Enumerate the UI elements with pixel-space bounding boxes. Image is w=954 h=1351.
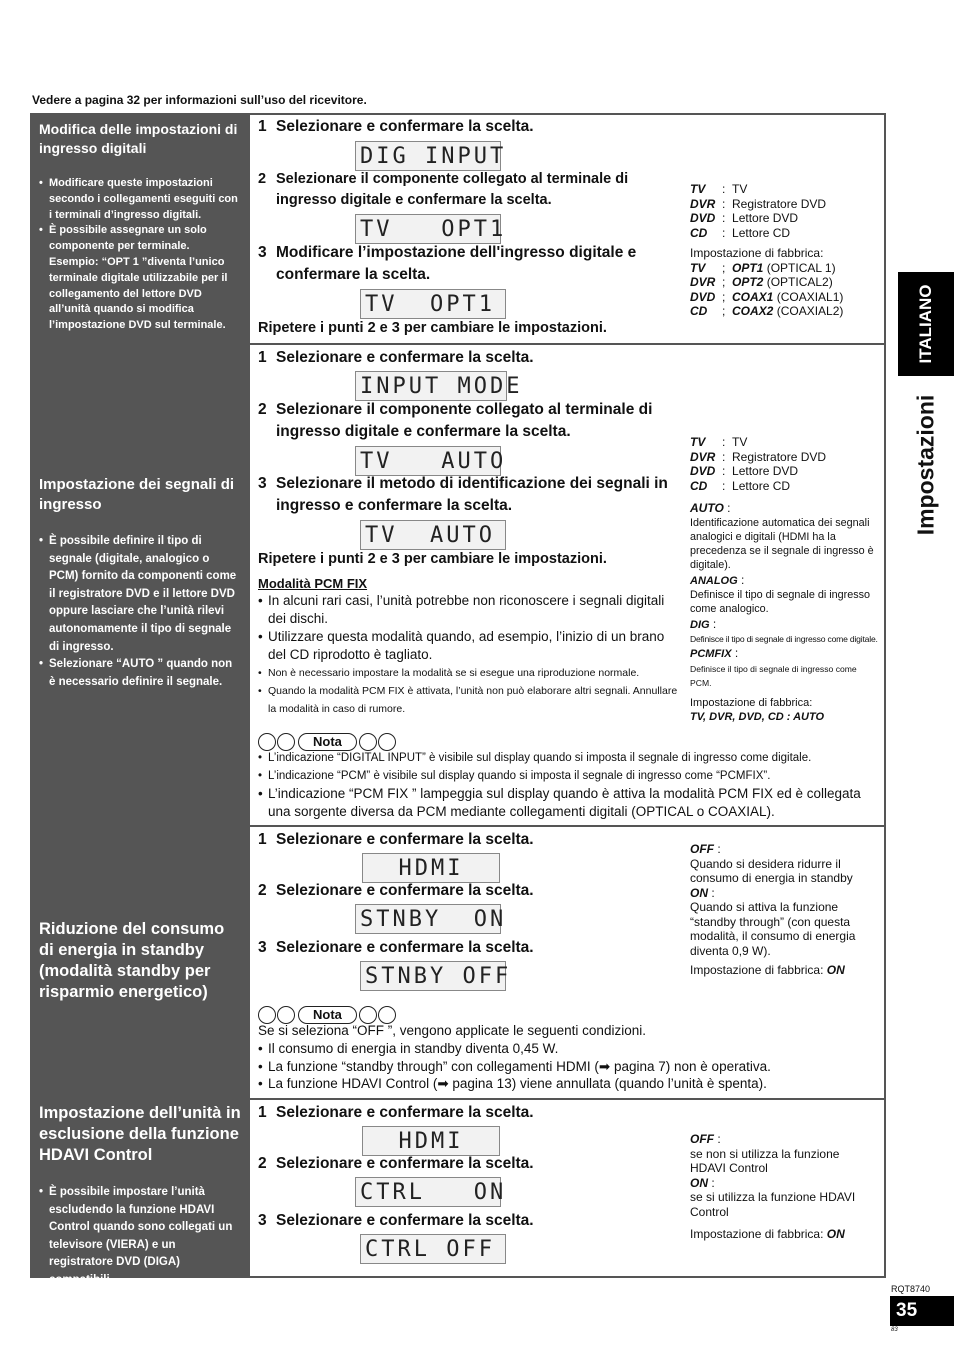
step-3: 3 Modificare l’impostazione dell'ingresso digitale e confermare la scelta.: [258, 244, 637, 283]
option-on: ON :: [690, 885, 715, 900]
step-1: 1 Selezionare e confermare la scelta.: [258, 1104, 534, 1121]
option-auto-desc: Identificazione automatica dei segnali analogici e digitali (HDMI ha la precedenza se il segnale di ingresso è digitale).: [690, 516, 874, 572]
option-box: [690, 842, 875, 978]
bullet: • Utilizzare questa modalità quando, ad esempio, l’inizio di un brano del CD riprodotto è tagliato.: [258, 628, 678, 664]
step-2: 2 Selezionare e confermare la scelta.: [258, 882, 534, 899]
nota-header: [258, 733, 397, 751]
bullet: • Non è necessario impostare la modalità se si esegue una riproduzione normale.: [258, 664, 678, 682]
legend-item: TV : TV: [690, 435, 748, 449]
option-off: OFF :: [690, 842, 721, 856]
legend-item: DVD : Lettore DVD: [690, 464, 799, 478]
page-number: 35: [890, 1296, 954, 1326]
legend-box: [690, 435, 880, 725]
lcd-display: STNBY OFF: [360, 961, 506, 991]
step-3: 3 Selezionare e confermare la scelta.: [258, 939, 534, 956]
nota-label: Nota: [298, 733, 357, 751]
repeat-note: Ripetere i punti 2 e 3 per cambiare le impostazioni.: [258, 551, 607, 567]
section-tab: Impostazioni: [912, 394, 939, 536]
bullet: • È possibile assegnare un solo componente per terminale. Esempio: “OPT 1 ”diventa l’unico terminale digitale utilizzabile per il collegamento del lettore DVD all’unità quando si modifica l’impostazione DVD sul terminale.: [39, 223, 241, 334]
legend-item: CD : Lettore CD: [690, 225, 791, 240]
section-title: Modifica delle impostazioni di ingresso digitali: [39, 121, 238, 156]
repeat-note: Ripetere i punti 2 e 3 per cambiare le impostazioni.: [258, 320, 607, 336]
pcm-fix-small-bullets: [258, 664, 678, 718]
lcd-display: TV OPT1: [355, 214, 501, 244]
option-on-desc: se si utilizza la funzione HDAVI Control: [690, 1190, 856, 1219]
sidebar-hdavi: [30, 1100, 250, 1286]
lcd-display: HDMI: [362, 1126, 500, 1156]
option-off-desc: se non si utilizza la funzione HDAVI Control: [690, 1146, 840, 1175]
option-analog-desc: Definisce il tipo di segnale di ingresso come analogico.: [690, 589, 871, 616]
option-auto: AUTO :: [690, 501, 731, 515]
factory-item: DVR ; OPT2 (OPTICAL2): [690, 275, 833, 289]
option-pcmfix: PCMFIX :: [690, 646, 739, 661]
section-title: Riduzione del consumo di energia in standby (modalità standby per risparmio energetico): [39, 920, 225, 1001]
step-1: 1 Selezionare e confermare la scelta.: [258, 118, 534, 135]
factory-value: TV, DVR, DVD, CD : AUTO: [690, 711, 825, 724]
circle-icon: [277, 733, 295, 751]
option-off: OFF :: [690, 1132, 721, 1146]
factory-item: DVD ; COAX1 (COAXIAL1): [690, 289, 844, 304]
factory-item: CD ; COAX2 (COAXIAL2): [690, 304, 844, 318]
option-pcmfix-desc: Definisce il tipo di segnale di ingresso come PCM.: [690, 663, 857, 688]
bullet: • In alcuni rari casi, l’unità potrebbe non riconoscere i segnali digitali dei dischi.: [258, 592, 678, 628]
nota-list: [258, 750, 878, 820]
bullet: • Quando la modalità PCM FIX è attivata, l’unità non può elaborare altri segnali. Annullare la modalità in caso di rumore.: [258, 682, 678, 718]
note-item: • L’indicazione “PCM FIX ” lampeggia sul display quando è attiva la modalità PCM FIX ed è collegata una sorgente diversa da PCM mediante collegamenti digitali (OPTICAL o COAXIAL).: [258, 785, 878, 820]
bullet: • Selezionare “AUTO ” quando non è necessario definire il segnale.: [39, 656, 241, 691]
step-1: 1 Selezionare e confermare la scelta.: [258, 831, 534, 848]
legend-box: [690, 182, 880, 319]
bullet: • Modificare queste impostazioni secondo i collegamenti eseguiti con i terminali d’ingresso digitali.: [39, 176, 241, 223]
note-item: • L’indicazione “PCM” è visibile sul display quando si imposta il segnale di ingresso come “PCMFIX”.: [258, 768, 878, 786]
option-on-desc: Quando si attiva la funzione “standby through” (con questa modalità, il consumo di energia diventa 0,9 W).: [690, 900, 856, 958]
step-3: 3 Selezionare il metodo di identificazione dei segnali in ingresso e confermare la scelta.: [258, 475, 668, 514]
lcd-display: INPUT MODE: [355, 371, 507, 401]
sidebar-digital-input: [30, 115, 250, 343]
legend-item: DVR : Registratore DVD: [690, 449, 827, 464]
note-item: • Il consumo di energia in standby diventa 0,45 W.: [258, 1040, 878, 1058]
note-item: • La funzione “standby through” con collegamenti HDMI (➡ pagina 7) non è operativa.: [258, 1058, 878, 1076]
factory-label: Impostazione di fabbrica:: [690, 696, 813, 709]
top-note: Vedere a pagina 32 per informazioni sull’uso del ricevitore.: [32, 93, 367, 107]
step-3: 3 Selezionare e confermare la scelta.: [258, 1212, 534, 1229]
section-bullets: [39, 533, 241, 691]
step-2: 2 Selezionare e confermare la scelta.: [258, 1155, 534, 1172]
option-off-desc: Quando si desidera ridurre il consumo di energia in standby: [690, 856, 853, 885]
sidebar-input-signal: [30, 345, 250, 825]
lcd-display: HDMI: [362, 853, 500, 883]
lcd-display: CTRL OFF: [360, 1234, 506, 1264]
circle-icon: [258, 733, 276, 751]
page-small-number: 83: [891, 1327, 898, 1333]
pcm-fix-bullets: [258, 592, 678, 664]
circle-icon: [359, 733, 377, 751]
note-item: • La funzione HDAVI Control (➡ pagina 13) viene annullata (quando l’unità è spenta).: [258, 1075, 878, 1093]
option-on: ON :: [690, 1175, 715, 1190]
factory-row: Impostazione di fabbrica: ON: [690, 1227, 845, 1241]
nota-list: [258, 1040, 878, 1093]
lcd-display: STNBY ON: [355, 904, 501, 934]
option-dig-desc: Definisce il tipo di segnale di ingresso come digitale.: [690, 634, 878, 645]
circle-icon: [378, 733, 396, 751]
document-code: RQT8740: [891, 1284, 931, 1294]
section-bullets: [39, 1184, 241, 1290]
language-tab: ITALIANO: [898, 272, 954, 376]
lcd-display: TV OPT1: [360, 289, 506, 319]
option-box: [690, 1132, 875, 1242]
nota-label: Nota: [298, 1006, 357, 1024]
legend-item: DVR : Registratore DVD: [690, 196, 827, 211]
lcd-display: TV AUTO: [355, 446, 501, 476]
factory-item: TV ; OPT1 (OPTICAL 1): [690, 260, 836, 275]
bullet: • È possibile impostare l’unità escludendo la funzione HDAVI Control quando sono collegati un televisore (VIERA) e un registratore DVD (DIGA) compatibili.: [39, 1184, 241, 1290]
section-title: Impostazione dei segnali di ingresso: [39, 476, 235, 513]
legend-item: DVD : Lettore DVD: [690, 211, 799, 225]
legend-item: CD : Lettore CD: [690, 478, 791, 493]
lcd-display: TV AUTO: [360, 520, 506, 550]
step-1: 1 Selezionare e confermare la scelta.: [258, 349, 534, 366]
lcd-display: DIG INPUT: [355, 141, 501, 171]
legend-item: TV : TV: [690, 182, 748, 196]
factory-row: Impostazione di fabbrica: ON: [690, 963, 845, 977]
factory-label: Impostazione di fabbrica:: [690, 246, 824, 260]
option-dig: DIG :: [690, 616, 717, 631]
bullet: • È possibile definire il tipo di segnale (digitale, analogico o PCM) fornito da componenti come il registratore DVD e il lettore DVD oppure lasciare che l’unità rilevi autonomamente il tipo di segnale di ingresso.: [39, 533, 241, 656]
lcd-display: CTRL ON: [355, 1177, 501, 1207]
section-bullets: [39, 176, 241, 334]
pcm-fix-block: [258, 575, 678, 718]
section-title: Impostazione dell’unità in esclusione della funzione HDAVI Control: [39, 1104, 241, 1164]
nota-intro: Se si seleziona “OFF ”, vengono applicate le seguenti condizioni.: [258, 1023, 646, 1038]
pcm-fix-title: Modalità PCM FIX: [258, 576, 368, 591]
step-2: 2 Selezionare il componente collegato al terminale di ingresso digitale e confermare la scelta.: [258, 401, 653, 440]
note-item: • L’indicazione “DIGITAL INPUT” è visibile sul display quando si imposta il segnale di ingresso come digitale.: [258, 750, 878, 768]
step-2: 2 Selezionare il componente collegato al terminale di ingresso digitale e confermare la scelta.: [258, 171, 629, 208]
option-analog: ANALOG :: [690, 572, 745, 587]
sidebar-standby: [30, 827, 250, 1098]
